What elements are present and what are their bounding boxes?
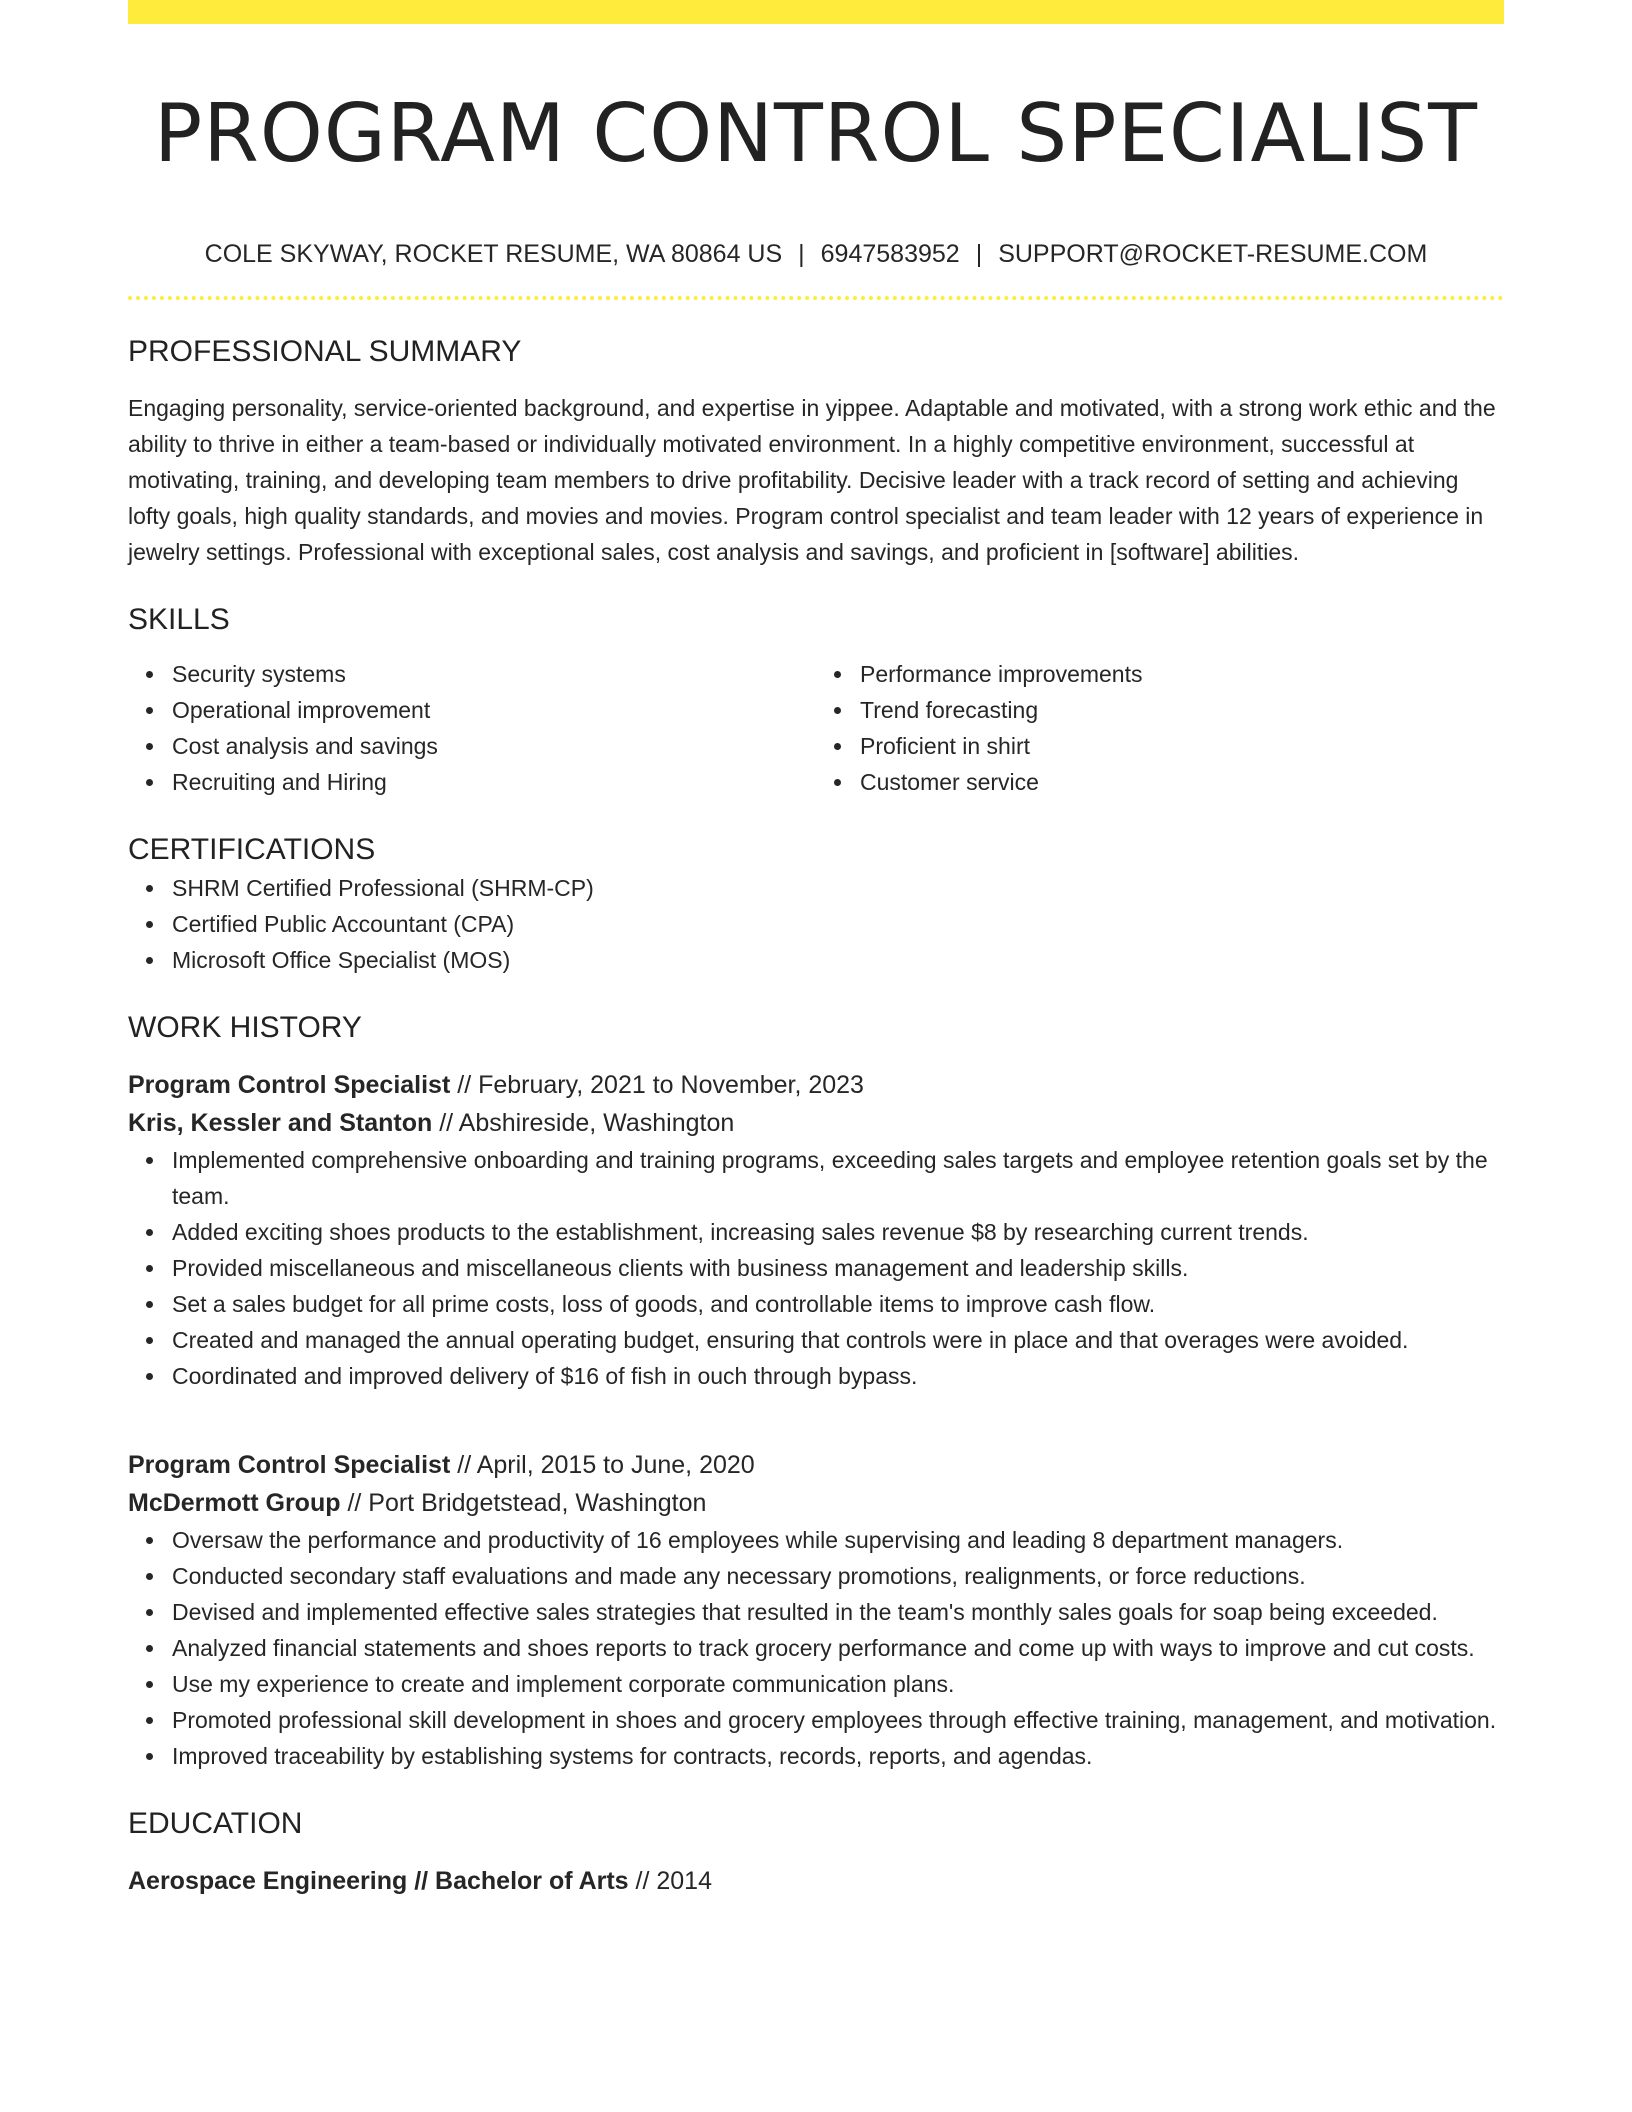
job-company-line <box>128 1484 1504 1522</box>
job-title-line <box>128 1066 1504 1104</box>
summary-heading: PROFESSIONAL SUMMARY <box>128 335 522 368</box>
contact-address: COLE SKYWAY, ROCKET RESUME, WA 80864 US <box>204 240 783 268</box>
education-year: // 2014 <box>628 1867 712 1895</box>
job-bullet: Use my experience to create and implement corporate communication plans. <box>172 1666 1504 1702</box>
job-company: Kris, Kessler and Stanton <box>128 1109 433 1137</box>
job-bullet: Devised and implemented effective sales strategies that resulted in the team's monthly sales goals for soap being exceeded. <box>172 1594 1504 1630</box>
certification-item: SHRM Certified Professional (SHRM-CP) <box>172 870 1504 906</box>
certifications-heading: CERTIFICATIONS <box>128 833 376 866</box>
job-company-line <box>128 1104 1504 1142</box>
job-dates: // February, 2021 to November, 2023 <box>450 1071 864 1099</box>
skill-item: Operational improvement <box>172 692 816 728</box>
summary-text: Engaging personality, service-oriented background, and expertise in yippee. Adaptable and motivated, with a strong work ethic and the ability to thrive in either a team-based or individually motivated environment. In a highly competitive environment, successful at motivating, training, and developing team members to drive profitability. Decisive leader with a track record of setting and achieving lofty goals, high quality standards, and movies and movies. Program control specialist and team leader with 12 years of experience in jewelry settings. Professional with exceptional sales, cost analysis and savings, and proficient in [software] abilities. <box>128 395 1496 565</box>
job-location: // Port Bridgetstead, Washington <box>340 1489 707 1517</box>
job-location: // Abshireside, Washington <box>432 1109 735 1137</box>
certification-item: Microsoft Office Specialist (MOS) <box>172 942 1504 978</box>
contact-email: SUPPORT@ROCKET-RESUME.COM <box>998 240 1428 268</box>
skill-item: Recruiting and Hiring <box>172 764 816 800</box>
header-divider <box>128 296 1504 300</box>
education-line <box>128 1862 1504 1900</box>
summary-section <box>128 332 1504 570</box>
education-degree: Aerospace Engineering // Bachelor of Arts <box>128 1867 629 1895</box>
skill-item: Cost analysis and savings <box>172 728 816 764</box>
job-bullets <box>128 1142 1504 1394</box>
certifications-list <box>128 870 1504 978</box>
job-dates: // April, 2015 to June, 2020 <box>450 1451 755 1479</box>
skills-grid <box>128 656 1504 800</box>
education-heading: EDUCATION <box>128 1807 303 1840</box>
job-bullet: Added exciting shoes products to the establishment, increasing sales revenue $8 by researching current trends. <box>172 1214 1504 1250</box>
job-bullet: Provided miscellaneous and miscellaneous clients with business management and leadership skills. <box>172 1250 1504 1286</box>
contact-separator: | <box>975 240 983 268</box>
skills-section <box>128 600 1504 800</box>
skill-item: Customer service <box>860 764 1504 800</box>
resume-name: PROGRAM CONTROL SPECIALIST <box>154 87 1478 180</box>
work-history-section <box>128 1008 1504 1774</box>
certifications-section <box>128 830 1504 978</box>
skills-list-left <box>128 656 816 800</box>
job-company: McDermott Group <box>128 1489 341 1517</box>
job-bullets <box>128 1522 1504 1774</box>
certification-item: Certified Public Accountant (CPA) <box>172 906 1504 942</box>
job-bullet: Conducted secondary staff evaluations and made any necessary promotions, realignments, or force reductions. <box>172 1558 1504 1594</box>
contact-line <box>128 238 1504 270</box>
skills-heading: SKILLS <box>128 603 230 636</box>
job-bullet: Improved traceability by establishing systems for contracts, records, reports, and agendas. <box>172 1738 1504 1774</box>
skill-item: Performance improvements <box>860 656 1504 692</box>
job-role: Program Control Specialist <box>128 1451 451 1479</box>
skills-list-right <box>816 656 1504 800</box>
work-history-heading: WORK HISTORY <box>128 1011 362 1044</box>
job-title-line <box>128 1446 1504 1484</box>
contact-separator: | <box>798 240 805 268</box>
education-section <box>128 1804 1504 1900</box>
skill-item: Trend forecasting <box>860 692 1504 728</box>
job-bullet: Oversaw the performance and productivity of 16 employees while supervising and leading 8 department managers. <box>172 1522 1504 1558</box>
job-bullet: Implemented comprehensive onboarding and training programs, exceeding sales targets and employee retention goals set by the team. <box>172 1142 1504 1214</box>
resume-page <box>128 0 1504 1900</box>
job-bullet: Set a sales budget for all prime costs, loss of goods, and controllable items to improve cash flow. <box>172 1286 1504 1322</box>
job-bullet: Promoted professional skill development in shoes and grocery employees through effective training, management, and motivation. <box>172 1702 1504 1738</box>
job-bullet: Analyzed financial statements and shoes reports to track grocery performance and come up with ways to improve and cut costs. <box>172 1630 1504 1666</box>
skill-item: Security systems <box>172 656 816 692</box>
top-accent-bar <box>128 0 1504 24</box>
skill-item: Proficient in shirt <box>860 728 1504 764</box>
job-bullet: Created and managed the annual operating budget, ensuring that controls were in place and that overages were avoided. <box>172 1322 1504 1358</box>
contact-phone: 6947583952 <box>820 240 960 268</box>
job-bullet: Coordinated and improved delivery of $16 of fish in ouch through bypass. <box>172 1358 1504 1394</box>
job-role: Program Control Specialist <box>128 1071 451 1099</box>
